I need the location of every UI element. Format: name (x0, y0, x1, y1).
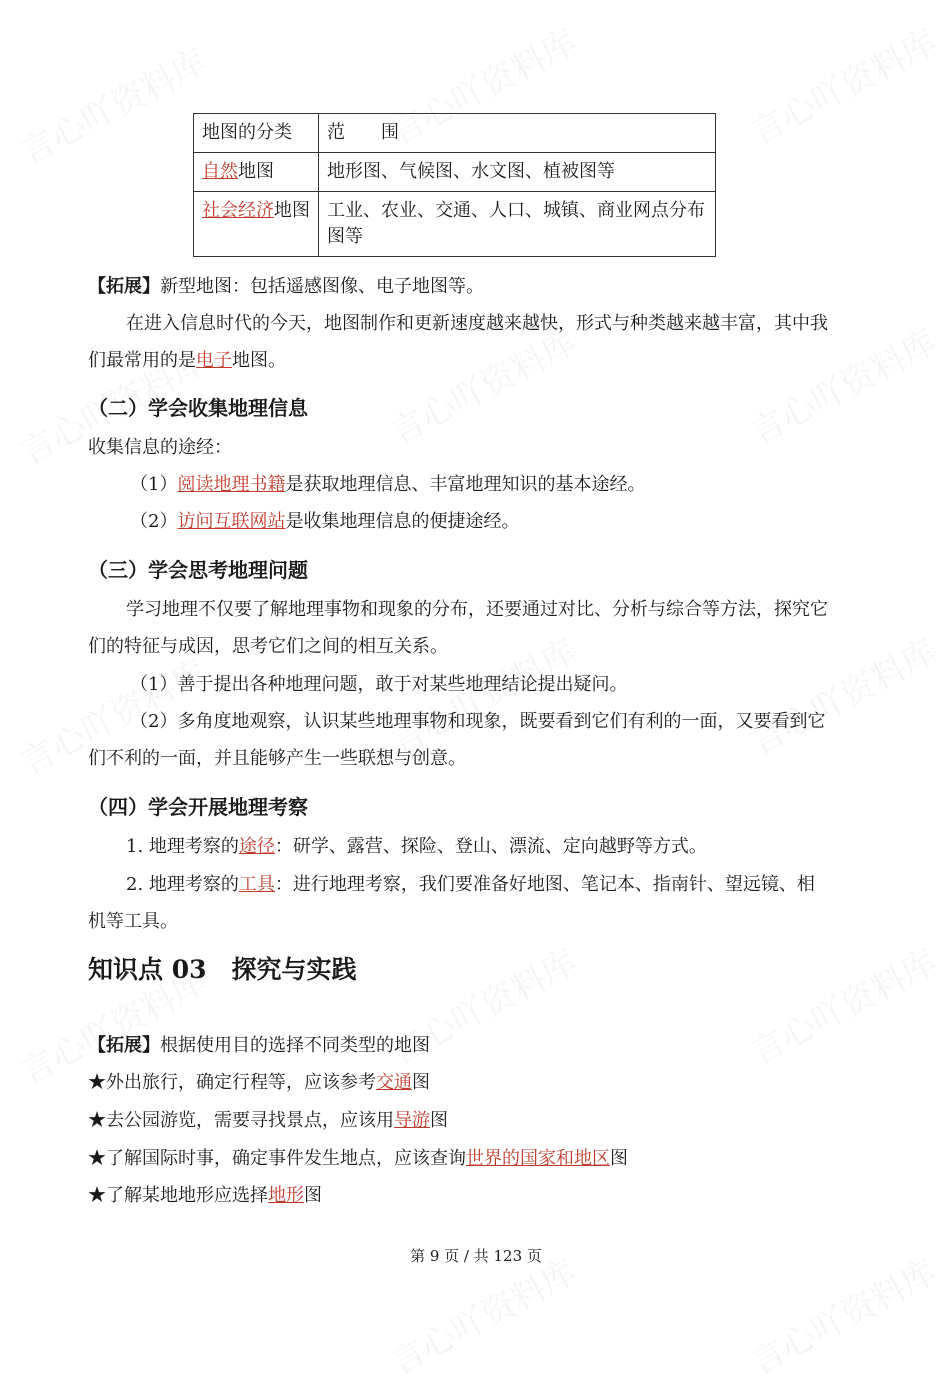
text: 图 (304, 1185, 322, 1206)
knowledge-point-title: 知识点 03 探究与实践 (88, 955, 357, 984)
table-cell (194, 192, 319, 257)
paragraph-line: 收集信息的途经： (88, 437, 232, 458)
text: （1） (130, 474, 178, 495)
answer-text: 工具 (238, 874, 275, 895)
list-item (126, 835, 707, 859)
page-footer: 第 9 页 / 共 123 页 (410, 1247, 542, 1265)
paragraph-line: 们不利的一面，并且能够产生一些联想与创意。 (88, 748, 466, 769)
expand-tag: 【拓展】 (88, 276, 160, 297)
text: ★了解国际时事，确定事件发生地点，应该查询 (88, 1148, 466, 1169)
text: 图 (430, 1110, 448, 1131)
expand-note (88, 275, 484, 299)
text: 1. 地理考察的 (126, 836, 239, 857)
answer-text: 导游 (394, 1110, 430, 1131)
text: 图 (610, 1148, 628, 1169)
cell-text: 地图 (274, 200, 310, 221)
answer-text: 阅读地理书籍 (177, 474, 286, 495)
list-item (88, 1147, 628, 1171)
expand-tag: 【拓展】 (88, 1035, 160, 1056)
expand-text: 新型地图：包括遥感图像、电子地图等。 (160, 276, 484, 297)
watermark (10, 35, 213, 174)
text: （2） (130, 511, 178, 532)
table-row (194, 153, 716, 192)
text: ★去公园游览，需要寻找景点，应该用 (88, 1110, 394, 1131)
table-cell: 工业、农业、交通、人口、城镇、商业网点分布图等 (319, 192, 716, 257)
section-title: （二）学会收集地理信息 (88, 396, 308, 420)
paragraph-line: 机等工具。 (88, 911, 178, 932)
text: ★外出旅行，确定行程等，应该参考 (88, 1072, 376, 1093)
text: 地图。 (232, 350, 286, 371)
paragraph-line: （2）多角度地观察，认识某些地理事物和现象，既要看到它们有利的一面，又要看到它 (130, 711, 826, 732)
map-classification-table (193, 113, 716, 257)
answer-text: 访问互联网站 (177, 511, 286, 532)
expand-note (88, 1034, 430, 1058)
table-header-cell: 地图的分类 (194, 114, 319, 153)
table-header-cell: 范 围 (319, 114, 716, 153)
section-title: （三）学会思考地理问题 (88, 558, 308, 582)
watermark (740, 935, 943, 1074)
paragraph-line: 在进入信息时代的今天，地图制作和更新速度越来越快，形式与种类越来越丰富，其中我 (126, 313, 828, 334)
cell-text: 地图 (238, 161, 274, 182)
table-header-row (194, 114, 716, 153)
text: ★了解某地地形应选择 (88, 1185, 268, 1206)
paragraph-line (88, 349, 286, 373)
watermark (740, 15, 943, 154)
section-title: （四）学会开展地理考察 (88, 795, 308, 819)
text: 们最常用的是 (88, 350, 196, 371)
answer-text: 社会经济 (202, 200, 274, 221)
text: 是获取地理信息、丰富地理知识的基本途经。 (285, 474, 646, 495)
answer-text: 途径 (238, 836, 275, 857)
text: ：进行地理考察，我们要准备好地图、笔记本、指南针、望远镜、相 (274, 874, 815, 895)
text: 2. 地理考察的 (126, 874, 239, 895)
list-item (130, 510, 519, 534)
expand-text: 根据使用目的选择不同类型的地图 (160, 1035, 430, 1056)
answer-text: 电子 (196, 350, 232, 371)
list-item (126, 873, 815, 897)
answer-text: 世界的国家和地区 (466, 1148, 610, 1169)
watermark (740, 625, 943, 764)
text: 是收集地理信息的便捷途经。 (285, 511, 520, 532)
list-item (88, 1184, 322, 1208)
list-item (88, 1109, 448, 1133)
table-cell: 地形图、气候图、水文图、植被图等 (319, 153, 716, 192)
answer-text: 自然 (202, 161, 238, 182)
paragraph-line: 们的特征与成因，思考它们之间的相互关系。 (88, 636, 448, 657)
paragraph-line: （1）善于提出各种地理问题，敢于对某些地理结论提出疑问。 (130, 674, 628, 695)
list-item (88, 1071, 430, 1095)
text: 图 (412, 1072, 430, 1093)
table-row (194, 192, 716, 257)
text: ：研学、露营、探险、登山、漂流、定向越野等方式。 (274, 836, 707, 857)
answer-text: 交通 (376, 1072, 412, 1093)
paragraph-line: 学习地理不仅要了解地理事物和现象的分布，还要通过对比、分析与综合等方法，探究它 (126, 599, 828, 620)
list-item (130, 473, 645, 497)
answer-text: 地形 (268, 1185, 304, 1206)
table-cell (194, 153, 319, 192)
